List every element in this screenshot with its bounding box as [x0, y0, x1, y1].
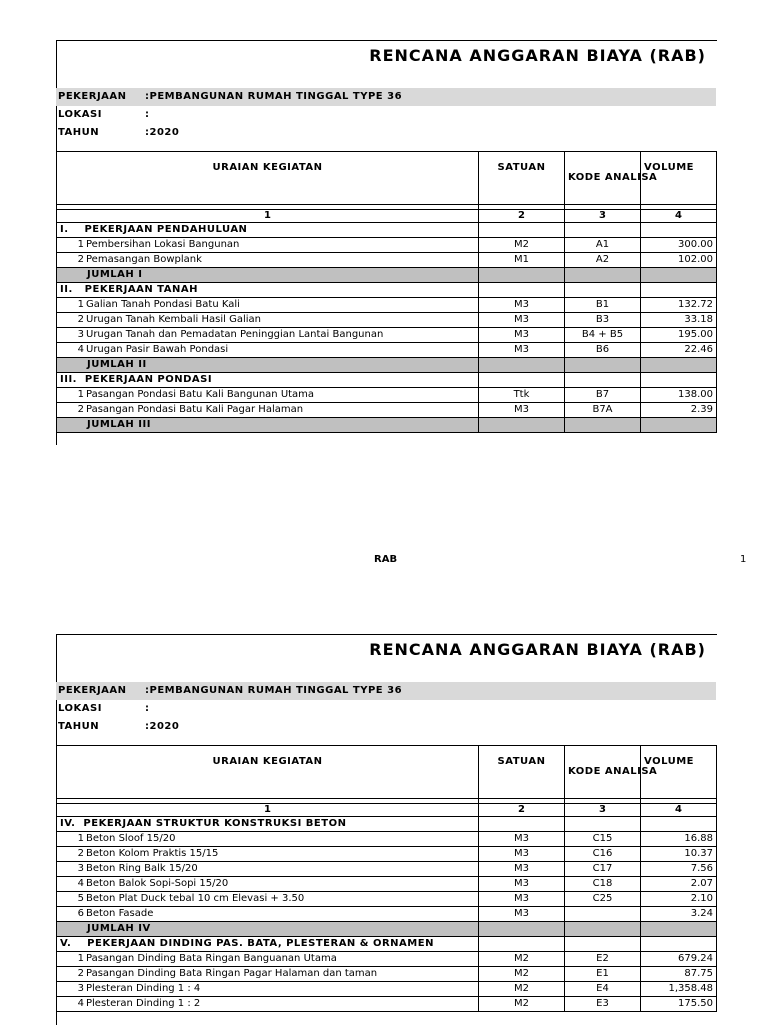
- section-total-row: [57, 268, 717, 283]
- item-satuan: M2: [479, 967, 565, 982]
- item-description-cell: [57, 907, 479, 922]
- empty-cell: [641, 223, 717, 238]
- total-cell: [641, 418, 717, 433]
- empty-cell: [565, 223, 641, 238]
- item-description: Pemasangan Bowplank: [86, 254, 202, 265]
- item-description-cell: [57, 403, 479, 418]
- info-label: LOKASI: [58, 703, 102, 714]
- item-description-cell: [57, 343, 479, 358]
- item-satuan: M3: [479, 298, 565, 313]
- column-header-satuan: SATUAN: [479, 152, 565, 205]
- info-value: :2020: [145, 127, 180, 138]
- item-kode: C18: [565, 877, 641, 892]
- item-kode: C25: [565, 892, 641, 907]
- item-number: 3: [77, 329, 84, 340]
- item-kode: B7: [565, 388, 641, 403]
- section-total-label: JUMLAH II: [57, 358, 479, 373]
- total-cell: [641, 358, 717, 373]
- item-number: 6: [77, 908, 84, 919]
- info-label: TAHUN: [58, 127, 100, 138]
- table-row: [57, 907, 717, 922]
- item-description-cell: [57, 877, 479, 892]
- column-header-uraian: URAIAN KEGIATAN: [57, 152, 479, 205]
- column-header-kode: KODE ANALISA: [565, 152, 641, 205]
- empty-cell: [641, 373, 717, 388]
- item-number: 3: [77, 863, 84, 874]
- table-row: [57, 952, 717, 967]
- section-total-row: [57, 358, 717, 373]
- table-header-row: [57, 152, 717, 205]
- item-description-cell: [57, 997, 479, 1012]
- item-kode: E2: [565, 952, 641, 967]
- item-satuan: M3: [479, 907, 565, 922]
- total-cell: [641, 922, 717, 937]
- total-cell: [479, 418, 565, 433]
- item-satuan: M3: [479, 328, 565, 343]
- section-header-row: [57, 373, 717, 388]
- section-title: IV. PEKERJAAN STRUKTUR KONSTRUKSI BETON: [57, 817, 479, 832]
- item-number: 4: [77, 878, 84, 889]
- item-description: Urugan Pasir Bawah Pondasi: [86, 344, 229, 355]
- empty-cell: [565, 937, 641, 952]
- info-value: :PEMBANGUNAN RUMAH TINGGAL TYPE 36: [145, 91, 403, 102]
- item-satuan: M3: [479, 847, 565, 862]
- rab-table: [56, 151, 717, 433]
- item-volume: 10.37: [641, 847, 717, 862]
- item-kode: B1: [565, 298, 641, 313]
- item-description: Urugan Tanah Kembali Hasil Galian: [86, 314, 261, 325]
- item-description: Plesteran Dinding 1 : 4: [86, 983, 201, 994]
- item-volume: 300.00: [641, 238, 717, 253]
- item-number: 1: [77, 299, 84, 310]
- item-description: Pembersihan Lokasi Bangunan: [86, 239, 240, 250]
- section-header-row: [57, 223, 717, 238]
- item-number: 1: [77, 389, 84, 400]
- item-description-cell: [57, 892, 479, 907]
- item-description-cell: [57, 298, 479, 313]
- item-volume: 2.07: [641, 877, 717, 892]
- item-number: 5: [77, 893, 84, 904]
- item-kode: B6: [565, 343, 641, 358]
- section-total-label: JUMLAH IV: [57, 922, 479, 937]
- item-description: Plesteran Dinding 1 : 2: [86, 998, 201, 1009]
- item-number: 2: [77, 848, 84, 859]
- item-number: 3: [77, 983, 84, 994]
- section-header-row: [57, 817, 717, 832]
- total-cell: [479, 268, 565, 283]
- item-description: Pasangan Pondasi Batu Kali Bangunan Utama: [86, 389, 315, 400]
- section-title: III. PEKERJAAN PONDASI: [57, 373, 479, 388]
- item-description: Pasangan Pondasi Batu Kali Pagar Halaman: [86, 404, 304, 415]
- column-header-satuan: SATUAN: [479, 746, 565, 799]
- table-row: [57, 403, 717, 418]
- section-title: V. PEKERJAAN DINDING PAS. BATA, PLESTERAN & ORNAMEN: [57, 937, 479, 952]
- table-row: [57, 892, 717, 907]
- column-header-volume: VOLUME: [641, 746, 717, 799]
- table-row: [57, 328, 717, 343]
- item-kode: B3: [565, 313, 641, 328]
- empty-cell: [641, 283, 717, 298]
- info-value: :: [145, 703, 150, 714]
- item-satuan: M3: [479, 832, 565, 847]
- item-volume: 2.39: [641, 403, 717, 418]
- info-tahun: [56, 718, 716, 736]
- item-description-cell: [57, 862, 479, 877]
- table-row: [57, 997, 717, 1012]
- item-volume: 679.24: [641, 952, 717, 967]
- section-title: II. PEKERJAAN TANAH: [57, 283, 479, 298]
- total-cell: [479, 922, 565, 937]
- table-row: [57, 877, 717, 892]
- table-row: [57, 238, 717, 253]
- item-satuan: M2: [479, 982, 565, 997]
- item-volume: 132.72: [641, 298, 717, 313]
- item-description: Beton Plat Duck tebal 10 cm Elevasi + 3.50: [86, 893, 305, 904]
- column-header-kode: KODE ANALISA: [565, 746, 641, 799]
- table-row: [57, 847, 717, 862]
- item-number: 2: [77, 254, 84, 265]
- item-kode: A2: [565, 253, 641, 268]
- item-description-cell: [57, 253, 479, 268]
- total-cell: [565, 268, 641, 283]
- section-total-label: JUMLAH III: [57, 418, 479, 433]
- item-kode: B7A: [565, 403, 641, 418]
- item-number: 4: [77, 344, 84, 355]
- table-row: [57, 388, 717, 403]
- empty-cell: [479, 223, 565, 238]
- info-value: :2020: [145, 721, 180, 732]
- item-description-cell: [57, 832, 479, 847]
- item-volume: 33.18: [641, 313, 717, 328]
- info-label: PEKERJAAN: [58, 91, 127, 102]
- item-kode: E1: [565, 967, 641, 982]
- item-volume: 1,358.48: [641, 982, 717, 997]
- column-number: 4: [641, 210, 717, 223]
- item-satuan: M3: [479, 862, 565, 877]
- item-description: Urugan Tanah dan Pemadatan Peninggian Lantai Bangunan: [86, 329, 384, 340]
- item-kode: B4 + B5: [565, 328, 641, 343]
- table-row: [57, 313, 717, 328]
- item-description: Beton Balok Sopi-Sopi 15/20: [86, 878, 229, 889]
- item-description: Galian Tanah Pondasi Batu Kali: [86, 299, 240, 310]
- column-number: 2: [479, 804, 565, 817]
- item-satuan: M2: [479, 238, 565, 253]
- item-description: Pasangan Dinding Bata Ringan Banguanan Utama: [86, 953, 337, 964]
- column-header-uraian: URAIAN KEGIATAN: [57, 746, 479, 799]
- empty-cell: [479, 373, 565, 388]
- total-cell: [565, 418, 641, 433]
- item-description-cell: [57, 952, 479, 967]
- item-number: 1: [77, 833, 84, 844]
- item-description: Beton Kolom Praktis 15/15: [86, 848, 219, 859]
- item-volume: 175.50: [641, 997, 717, 1012]
- empty-cell: [479, 937, 565, 952]
- table-row: [57, 253, 717, 268]
- info-label: PEKERJAAN: [58, 685, 127, 696]
- item-kode: C17: [565, 862, 641, 877]
- item-number: 1: [77, 953, 84, 964]
- column-number: 3: [565, 804, 641, 817]
- item-satuan: M3: [479, 877, 565, 892]
- item-kode: [565, 907, 641, 922]
- item-description: Beton Sloof 15/20: [86, 833, 176, 844]
- item-volume: 87.75: [641, 967, 717, 982]
- item-kode: E3: [565, 997, 641, 1012]
- item-volume: 7.56: [641, 862, 717, 877]
- rab-table-body: [57, 152, 717, 433]
- item-description: Beton Fasade: [86, 908, 154, 919]
- item-description-cell: [57, 313, 479, 328]
- column-number-row: [57, 804, 717, 817]
- item-satuan: M3: [479, 403, 565, 418]
- info-lokasi: [56, 700, 716, 718]
- item-volume: 16.88: [641, 832, 717, 847]
- info-tahun: [56, 124, 716, 142]
- item-volume: 22.46: [641, 343, 717, 358]
- empty-cell: [565, 817, 641, 832]
- item-description-cell: [57, 388, 479, 403]
- rab-table-body: [57, 746, 717, 1012]
- item-volume: 195.00: [641, 328, 717, 343]
- item-satuan: M3: [479, 343, 565, 358]
- info-pekerjaan: [56, 682, 716, 700]
- item-satuan: M2: [479, 952, 565, 967]
- item-description-cell: [57, 847, 479, 862]
- item-volume: 138.00: [641, 388, 717, 403]
- info-lokasi: [56, 106, 716, 124]
- section-header-row: [57, 283, 717, 298]
- page-title: RENCANA ANGGARAN BIAYA (RAB): [369, 640, 706, 659]
- column-number-row: [57, 210, 717, 223]
- section-title: I. PEKERJAAN PENDAHULUAN: [57, 223, 479, 238]
- info-label: TAHUN: [58, 721, 100, 732]
- item-number: 2: [77, 314, 84, 325]
- item-number: 2: [77, 968, 84, 979]
- info-pekerjaan: [56, 88, 716, 106]
- item-satuan: Ttk: [479, 388, 565, 403]
- item-satuan: M1: [479, 253, 565, 268]
- empty-cell: [565, 373, 641, 388]
- table-header-row: [57, 746, 717, 799]
- table-row: [57, 832, 717, 847]
- item-description-cell: [57, 982, 479, 997]
- column-number: 2: [479, 210, 565, 223]
- empty-cell: [565, 283, 641, 298]
- item-volume: 3.24: [641, 907, 717, 922]
- empty-cell: [479, 817, 565, 832]
- empty-cell: [641, 817, 717, 832]
- column-number: 4: [641, 804, 717, 817]
- table-row: [57, 862, 717, 877]
- section-total-row: [57, 922, 717, 937]
- total-cell: [565, 922, 641, 937]
- item-number: 4: [77, 998, 84, 1009]
- item-description: Pasangan Dinding Bata Ringan Pagar Halaman dan taman: [86, 968, 378, 979]
- item-description-cell: [57, 238, 479, 253]
- info-value: :: [145, 109, 150, 120]
- item-kode: C16: [565, 847, 641, 862]
- section-total-label: JUMLAH I: [57, 268, 479, 283]
- column-number: 1: [57, 210, 479, 223]
- column-number: 1: [57, 804, 479, 817]
- info-value: :PEMBANGUNAN RUMAH TINGGAL TYPE 36: [145, 685, 403, 696]
- empty-cell: [641, 937, 717, 952]
- item-volume: 102.00: [641, 253, 717, 268]
- table-row: [57, 343, 717, 358]
- item-kode: E4: [565, 982, 641, 997]
- item-description-cell: [57, 328, 479, 343]
- total-cell: [479, 358, 565, 373]
- footer-label: RAB: [374, 554, 398, 565]
- item-kode: C15: [565, 832, 641, 847]
- item-satuan: M3: [479, 313, 565, 328]
- total-cell: [641, 268, 717, 283]
- table-row: [57, 298, 717, 313]
- item-number: 1: [77, 239, 84, 250]
- item-satuan: M2: [479, 997, 565, 1012]
- item-description-cell: [57, 967, 479, 982]
- column-number: 3: [565, 210, 641, 223]
- item-satuan: M3: [479, 892, 565, 907]
- info-label: LOKASI: [58, 109, 102, 120]
- total-cell: [565, 358, 641, 373]
- section-header-row: [57, 937, 717, 952]
- rab-table: [56, 745, 717, 1012]
- item-number: 2: [77, 404, 84, 415]
- item-kode: A1: [565, 238, 641, 253]
- column-header-volume: VOLUME: [641, 152, 717, 205]
- page-title: RENCANA ANGGARAN BIAYA (RAB): [369, 46, 706, 65]
- table-row: [57, 967, 717, 982]
- page-number: 1: [740, 554, 747, 565]
- empty-cell: [479, 283, 565, 298]
- table-row: [57, 982, 717, 997]
- section-total-row: [57, 418, 717, 433]
- item-description: Beton Ring Balk 15/20: [86, 863, 198, 874]
- item-volume: 2.10: [641, 892, 717, 907]
